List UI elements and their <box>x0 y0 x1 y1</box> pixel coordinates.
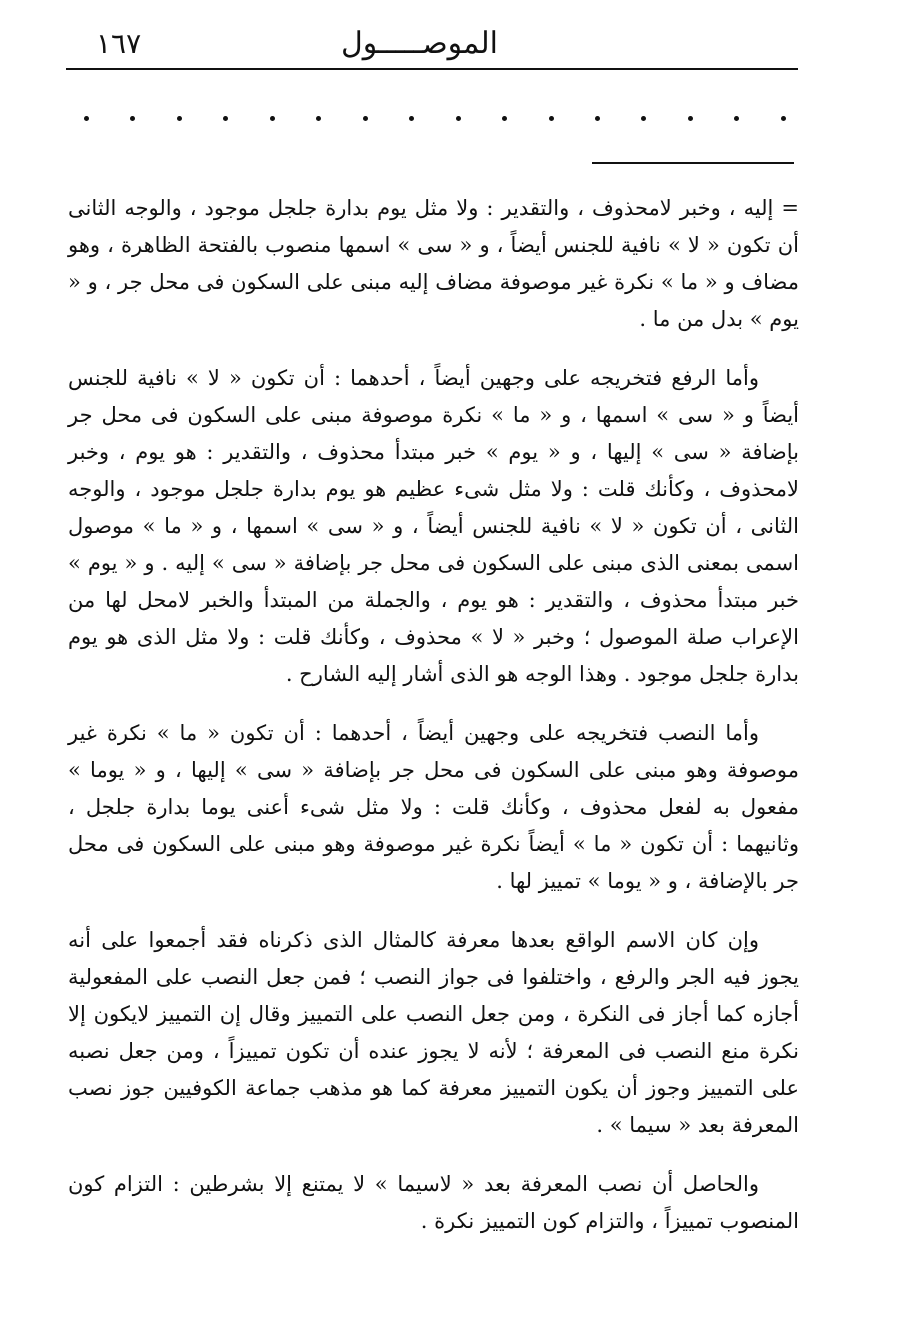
omission-dot <box>270 116 275 121</box>
footnote-separator <box>592 162 794 164</box>
paragraph-conclusion: والحاصل أن نصب المعرفة بعد « لاسيما » لا يمتنع إلا بشرطين : التزام كون المنصوب تمييزاً ، والتزام كون التمييز نكرة . <box>68 1172 799 1233</box>
omission-dot <box>595 116 600 121</box>
paragraph-raf: وأما الرفع فتخريجه على وجهين أيضاً ، أحدهما : أن تكون « لا » نافية للجنس أيضاً و « سى » اسمها ، و « ما » نكرة موصوفة مبنى على السكون فى محل جر بإضافة « سى » إليها ، و « يوم » خبر مبتدأ محذوف ، والتقدير : هو يوم ، وخبر لامحذوف ، وكأنك قلت : ولا مثل شىء عظيم هو يوم بدارة جلجل موجود ، والوجه الثانى ، أن تكون « لا » نافية للجنس أيضاً ، و « سى » اسمها ، و « ما » موصول اسمى بمعنى الذى مبنى على السكون فى محل جر بإضافة « سى » إليه . و « يوم » خبر مبتدأ محذوف ، والتقدير : هو يوم ، والجملة من المبتدأ والخبر لامحل لها من الإعراب صلة الموصول ؛ وخبر « لا » محذوف ، وكأنك قلت : ولا مثل الذى هو يوم بدارة جلجل موجود . وهذا الوجه هو الذى أشار إليه الشارح . <box>68 366 799 686</box>
omission-dots <box>84 103 786 133</box>
omission-dot <box>363 116 368 121</box>
omission-dot <box>177 116 182 121</box>
omission-dot <box>223 116 228 121</box>
page-number: ١٦٧ <box>96 27 142 60</box>
omission-dot <box>502 116 507 121</box>
omission-dot <box>130 116 135 121</box>
omission-dot <box>688 116 693 121</box>
paragraph-nasb: وأما النصب فتخريجه على وجهين أيضاً ، أحدهما : أن تكون « ما » نكرة غير موصوفة وهو مبنى على السكون فى محل جر بإضافة « سى » إليها ، و « يوما » مفعول به لفعل محذوف ، وكأنك قلت : ولا مثل شىء أعنى يوما بدارة جلجل ، وثانيهما : أن تكون « ما » أيضاً نكرة غير موصوفة وهو مبنى على السكون فى محل جر بالإضافة ، و « يوما » تمييز لها . <box>68 721 799 893</box>
running-head <box>68 22 798 66</box>
omission-dot <box>84 116 89 121</box>
paragraph-continuation: = إليه ، وخبر لامحذوف ، والتقدير : ولا مثل يوم بدارة جلجل موجود ، والوجه الثانى أن تكون « لا » نافية للجنس أيضاً ، و « سى » اسمها منصوب بالفتحة الظاهرة ، وهو مضاف و « ما » نكرة غير موصوفة مضاف إليه مبنى على السكون فى محل جر ، و « يوم » بدل من ما . <box>68 196 799 331</box>
omission-dot <box>734 116 739 121</box>
omission-dot <box>409 116 414 121</box>
omission-dot <box>781 116 786 121</box>
omission-dot <box>549 116 554 121</box>
omission-dot <box>456 116 461 121</box>
omission-dot <box>316 116 321 121</box>
chapter-title: الموصـــــول <box>340 26 498 61</box>
footnote-text <box>68 190 799 1262</box>
header-rule <box>66 68 798 70</box>
paragraph-marifa: وإن كان الاسم الواقع بعدها معرفة كالمثال الذى ذكرناه فقد أجمعوا على أنه يجوز فيه الجر والرفع ، واختلفوا فى جواز النصب ؛ فمن جعل النصب على المفعولية أجازه كما أجاز فى النكرة ، ومن جعل النصب على التمييز وقال إن التمييز لايكون إلا نكرة منع النصب فى المعرفة ؛ لأنه لا يجوز عنده أن تكون تمييزاً ، ومن جعل نصبه على التمييز وجوز أن يكون التمييز معرفة كما هو مذهب جماعة الكوفيين جوز نصب المعرفة بعد « سيما » . <box>68 928 799 1137</box>
omission-dot <box>641 116 646 121</box>
